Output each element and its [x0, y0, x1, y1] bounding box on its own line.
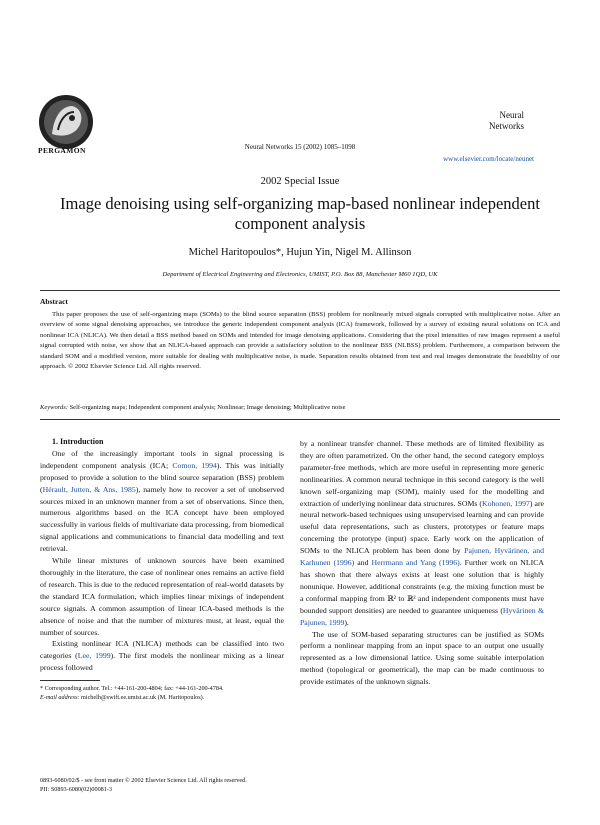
publisher-name: PERGAMON [38, 146, 86, 155]
citation-link[interactable]: Hérault, Jutten, & Ans, 1985 [42, 484, 136, 494]
paragraph: Existing nonlinear ICA (NLICA) methods can be classified into two categories (Lee, 1999). The first models the nonlinear mixing as a linear process followed [40, 639, 285, 673]
journal-logo-line-1: Neural [499, 110, 524, 120]
citation-link[interactable]: Kohonen, 1997 [482, 498, 530, 508]
journal-reference: Neural Networks 15 (2002) 1085–1098 [244, 143, 356, 151]
email-note: E-mail address: michelh@swift.ee.umist.ac.uk (M. Haritopoulos). [40, 694, 205, 702]
keywords-label: Keywords: [40, 404, 68, 411]
citation-link[interactable]: Hyvärinen & Pajunen, 1999 [300, 605, 544, 627]
citation-link[interactable]: Comon, 1994 [172, 460, 217, 470]
tree-emblem-icon [38, 94, 94, 150]
paper-title: Image denoising using self-organizing map-based nonlinear independent component analysis [60, 194, 540, 233]
copyright-line: 0893-6080/02/$ - see front matter © 2002 Elsevier Science Ltd. All rights reserved. [40, 777, 247, 784]
paragraph: One of the increasingly important tools in signal processing is independent component analysis (ICA; Comon, 1994). This was initially proposed to provide a solution to the blind source separation (BSS) problem (Hérault, Jutten, & Ans, 1985), namely how to recover a set of unobserved sources mixed in an unknown manner from a set of observations. Since then, numerous algorithms based on the ICA concept have been employed successfully in various fields of multivariate data processing, from biomedical signal applications and communications to financial data modelling and text retrieval. [40, 448, 284, 554]
citation-link[interactable]: Lee, 1999 [77, 651, 111, 661]
section-heading: 1. Introduction [52, 437, 104, 446]
right-column [300, 438, 544, 688]
keywords-text: Self-organizing maps; Independent component analysis; Nonlinear; Image denoising; Multiplicative noise [69, 404, 346, 411]
keywords [40, 404, 560, 411]
paragraph: by a nonlinear transfer channel. These methods are of limited flexibility as they are often parametrized. On the other hand, the second category employs parameter-free methods, which are more useful in representing more generic nonlinearities. A common neural technique in this second category is the well known self-organizing map (SOM), mainly used for the modelling and extraction of underlying nonlinear data structures. SOMs (Kohonen, 1997) are neural network-based techniques using unsupervised learning and can provide useful data representations, such as clusters, prototypes or feature maps concerning the prototype (input) space. Early work on the application of SOMs to the NLICA problem has been done by Pajunen, Hyvärinen, and Karhunen (1996) and Herrmann and Yang (1996). Further work on NLICA has shown that there always exists at least one solution that is highly nonunique. However, additional constraints (e.g. the mixing function must be a conformal mapping from ℝ² to ℝ² and independent components must have bounded support densities) are needed to guarantee uniqueness (Hyvärinen & Pajunen, 1999). [300, 439, 544, 627]
footnote-divider [40, 680, 100, 681]
paragraph: The use of SOM-based separating structures can be justified as SOMs perform a nonlinear mapping from an input space to an output one usually represented as a low dimensional lattice. Using some suitable interpolation method (topological or geometrical), the map can be made continuous to provide estimates of the unknown signals. [300, 629, 544, 687]
citation-link[interactable]: Herrmann and Yang (1996) [371, 558, 460, 568]
corresponding-author-note: * Corresponding author. Tel.: +44-161-200-4804; fax: +44-161-200-4784. [40, 685, 224, 692]
special-issue-label: 2002 Special Issue [260, 176, 340, 187]
pii-line: PII: S0893-6080(02)00081-3 [40, 786, 113, 794]
left-column [40, 436, 284, 674]
footnotes [40, 684, 284, 703]
divider-bottom [40, 419, 560, 420]
affiliation: Department of Electrical Engineering and Electronics, UMIST, P.O. Box 88, Manchester M60 1QD, UK [162, 271, 438, 278]
divider-top [40, 290, 560, 291]
journal-logo [464, 110, 524, 132]
abstract-text: This paper proposes the use of self-organizing maps (SOMs) to the blind source separation (BSS) problem for nonlinearly mixed signals corrupted with multiplicative noise. After an overview of some signal denoising approaches, we introduce the generic independent component analysis (ICA) framework, followed by a survey of existing neural solutions on ICA and nonlinear ICA (NLICA). We then detail a BSS method based on SOMs and intended for image denoising applications. Considering that the pixel intensities of raw images represent a useful signal corrupted with noise, we show that an NLICA-based approach can provide a satisfactory solution to the nonlinear BSS (NLBSS) problem. Furthermore, a comparison between the standard SOM and a modified version, more suitable for dealing with multiplicative noise, is made. Separation results obtained from test and real images demonstrate the feasibility of our approach. © 2002 Elsevier Science Ltd. All rights reserved. [40, 311, 560, 371]
copyright-block [40, 776, 560, 795]
author-list: Michel Haritopoulos*, Hujun Yin, Nigel M. Allinson [188, 247, 412, 258]
abstract-heading: Abstract [40, 297, 68, 306]
publisher-logo [38, 94, 94, 150]
journal-logo-line-2: Networks [489, 121, 524, 131]
journal-url-link[interactable]: www.elsevier.com/locate/neunet [443, 155, 534, 163]
citation-link[interactable]: Pajunen, Hyvärinen, and Karhunen (1996) [300, 546, 544, 568]
paragraph: While linear mixtures of unknown sources have been examined thoroughly in the literature, the case of nonlinear ones remains an active field of research. This is due to the reduced representation of real-world datasets by the standard ICA formulation, which implies linear mixings of independent source signals. A common assumption of linear ICA-based methods is the absence of noise and that the number of mixtures must, at least, equal the number of sources. [40, 556, 284, 637]
